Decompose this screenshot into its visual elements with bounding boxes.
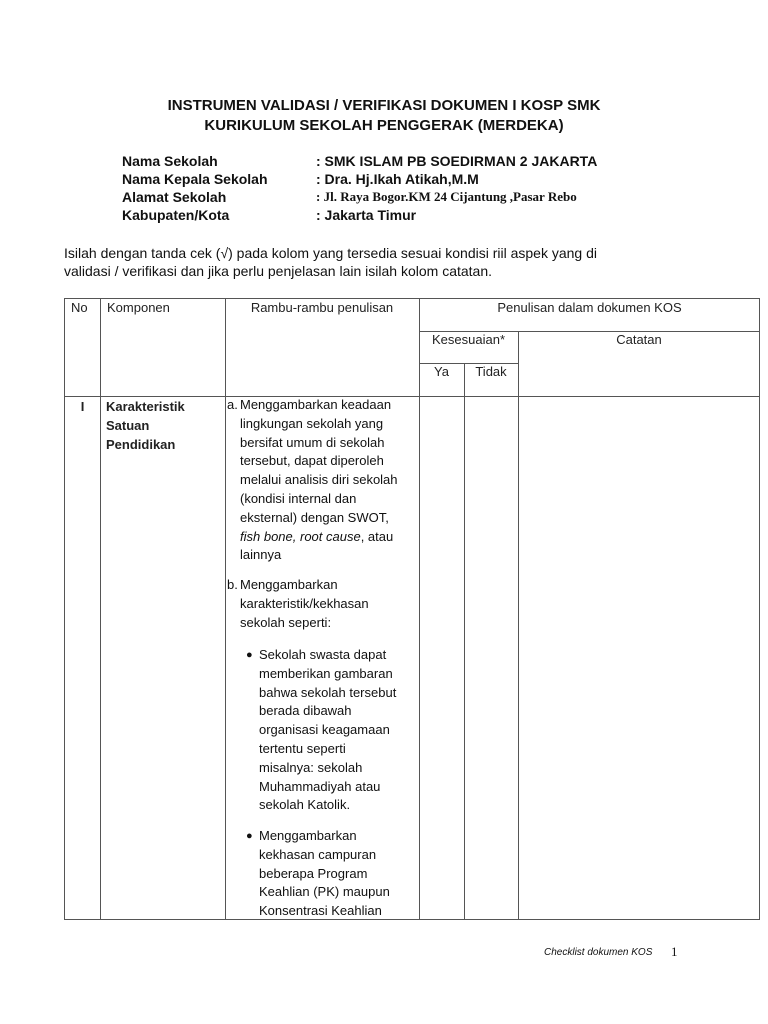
item-line: (kondisi internal dan — [240, 490, 357, 506]
bullet-line: misalnya: sekolah — [259, 759, 363, 775]
col-divider — [419, 299, 420, 920]
header-catatan: Catatan — [616, 332, 662, 347]
info-row-school-name — [122, 152, 682, 170]
document-title-line2: KURIKULUM SEKOLAH PENGGERAK (MERDEKA) — [204, 117, 564, 134]
bullet-dot-icon: ● — [246, 830, 253, 842]
footer-caption: Checklist dokumen KOS — [544, 947, 653, 958]
info-value: : SMK ISLAM PB SOEDIRMAN 2 JAKARTA — [316, 153, 598, 169]
info-value: : Jakarta Timur — [316, 207, 417, 223]
bullet-line: kekhasan campuran — [259, 846, 377, 862]
guideline-bullet — [246, 646, 414, 815]
header-penulisan: Penulisan dalam dokumen KOS — [497, 300, 682, 315]
instructions-line2: validasi / verifikasi dan jika perlu penjelasan lain isilah kolom catatan. — [64, 263, 493, 279]
info-label: Nama Kepala Sekolah — [122, 171, 268, 187]
col-divider — [518, 331, 519, 920]
info-value: : Jl. Raya Bogor.KM 24 Cijantung ,Pasar Rebo — [316, 189, 577, 204]
info-value: : Dra. Hj.Ikah Atikah,M.M — [316, 171, 479, 187]
instructions — [64, 244, 714, 280]
header-kesesuaian: Kesesuaian* — [432, 332, 505, 347]
item-line: tersebut, dapat diperoleh — [240, 453, 384, 469]
bullet-line: berada dibawah — [259, 703, 352, 719]
bullet-line: Muhammadiyah atau — [259, 778, 381, 794]
item-italic-text: fish bone, root cause — [240, 528, 361, 544]
header-no: No — [71, 300, 88, 315]
school-info — [122, 152, 682, 224]
info-label: Kabupaten/Kota — [122, 207, 230, 223]
bullet-line: Sekolah swasta dapat — [259, 647, 387, 662]
bullet-dot-icon: ● — [246, 649, 253, 661]
instructions-line1: Isilah dengan tanda cek (√) pada kolom yang tersedia sesuai kondisi riil aspek yang di — [64, 245, 597, 261]
col-divider — [100, 299, 101, 920]
komponen-line: Satuan — [106, 418, 150, 433]
guideline-item-b — [227, 576, 415, 632]
item-line: melalui analisis diri sekolah — [240, 472, 398, 488]
header-rambu: Rambu-rambu penulisan — [250, 300, 394, 315]
item-line: sekolah seperti: — [240, 614, 332, 630]
document-title-line1: INSTRUMEN VALIDASI / VERIFIKASI DOKUMEN I KOSP SMK — [167, 97, 601, 114]
item-line: Menggambarkan — [240, 577, 338, 592]
item-line — [240, 528, 415, 547]
bullet-line: memberikan gambaran — [259, 665, 393, 681]
item-line: eksternal) dengan SWOT, — [240, 509, 389, 525]
page-number: 1 — [671, 944, 678, 959]
item-marker: b. — [227, 577, 238, 592]
bullet-line: sekolah Katolik. — [259, 797, 351, 813]
item-tail-text: , atau — [360, 528, 394, 544]
info-row-address — [122, 188, 682, 206]
item-line: bersifat umum di sekolah — [240, 434, 385, 450]
item-line: lainnya — [240, 547, 282, 563]
row-number: I — [80, 399, 85, 414]
col-divider — [225, 299, 226, 920]
info-row-city — [122, 206, 682, 224]
item-marker: a. — [227, 397, 238, 412]
guideline-bullet — [246, 827, 414, 921]
header-tidak: Tidak — [475, 364, 507, 379]
info-label: Alamat Sekolah — [122, 189, 227, 205]
header-ya: Ya — [434, 364, 449, 379]
item-line: karakteristik/kekhasan — [240, 595, 369, 611]
bullet-line: Keahlian (PK) maupun — [259, 884, 390, 900]
guideline-item-a — [227, 396, 415, 565]
bullet-line: beberapa Program — [259, 865, 368, 881]
item-line: lingkungan sekolah yang — [240, 415, 384, 431]
header-komponen: Komponen — [107, 300, 170, 315]
bullet-line: bahwa sekolah tersebut — [259, 684, 397, 700]
komponen-text — [106, 397, 185, 454]
bullet-line: organisasi keagamaan — [259, 722, 390, 738]
komponen-line: Pendidikan — [106, 437, 176, 452]
item-line: Menggambarkan keadaan — [240, 397, 392, 412]
col-divider — [464, 363, 465, 920]
bullet-line: Konsentrasi Keahlian — [259, 903, 382, 919]
komponen-line: Karakteristik — [106, 399, 185, 414]
info-row-principal — [122, 170, 682, 188]
info-label: Nama Sekolah — [122, 153, 218, 169]
bullet-line: Menggambarkan — [259, 828, 357, 843]
bullet-line: tertentu seperti — [259, 740, 346, 756]
